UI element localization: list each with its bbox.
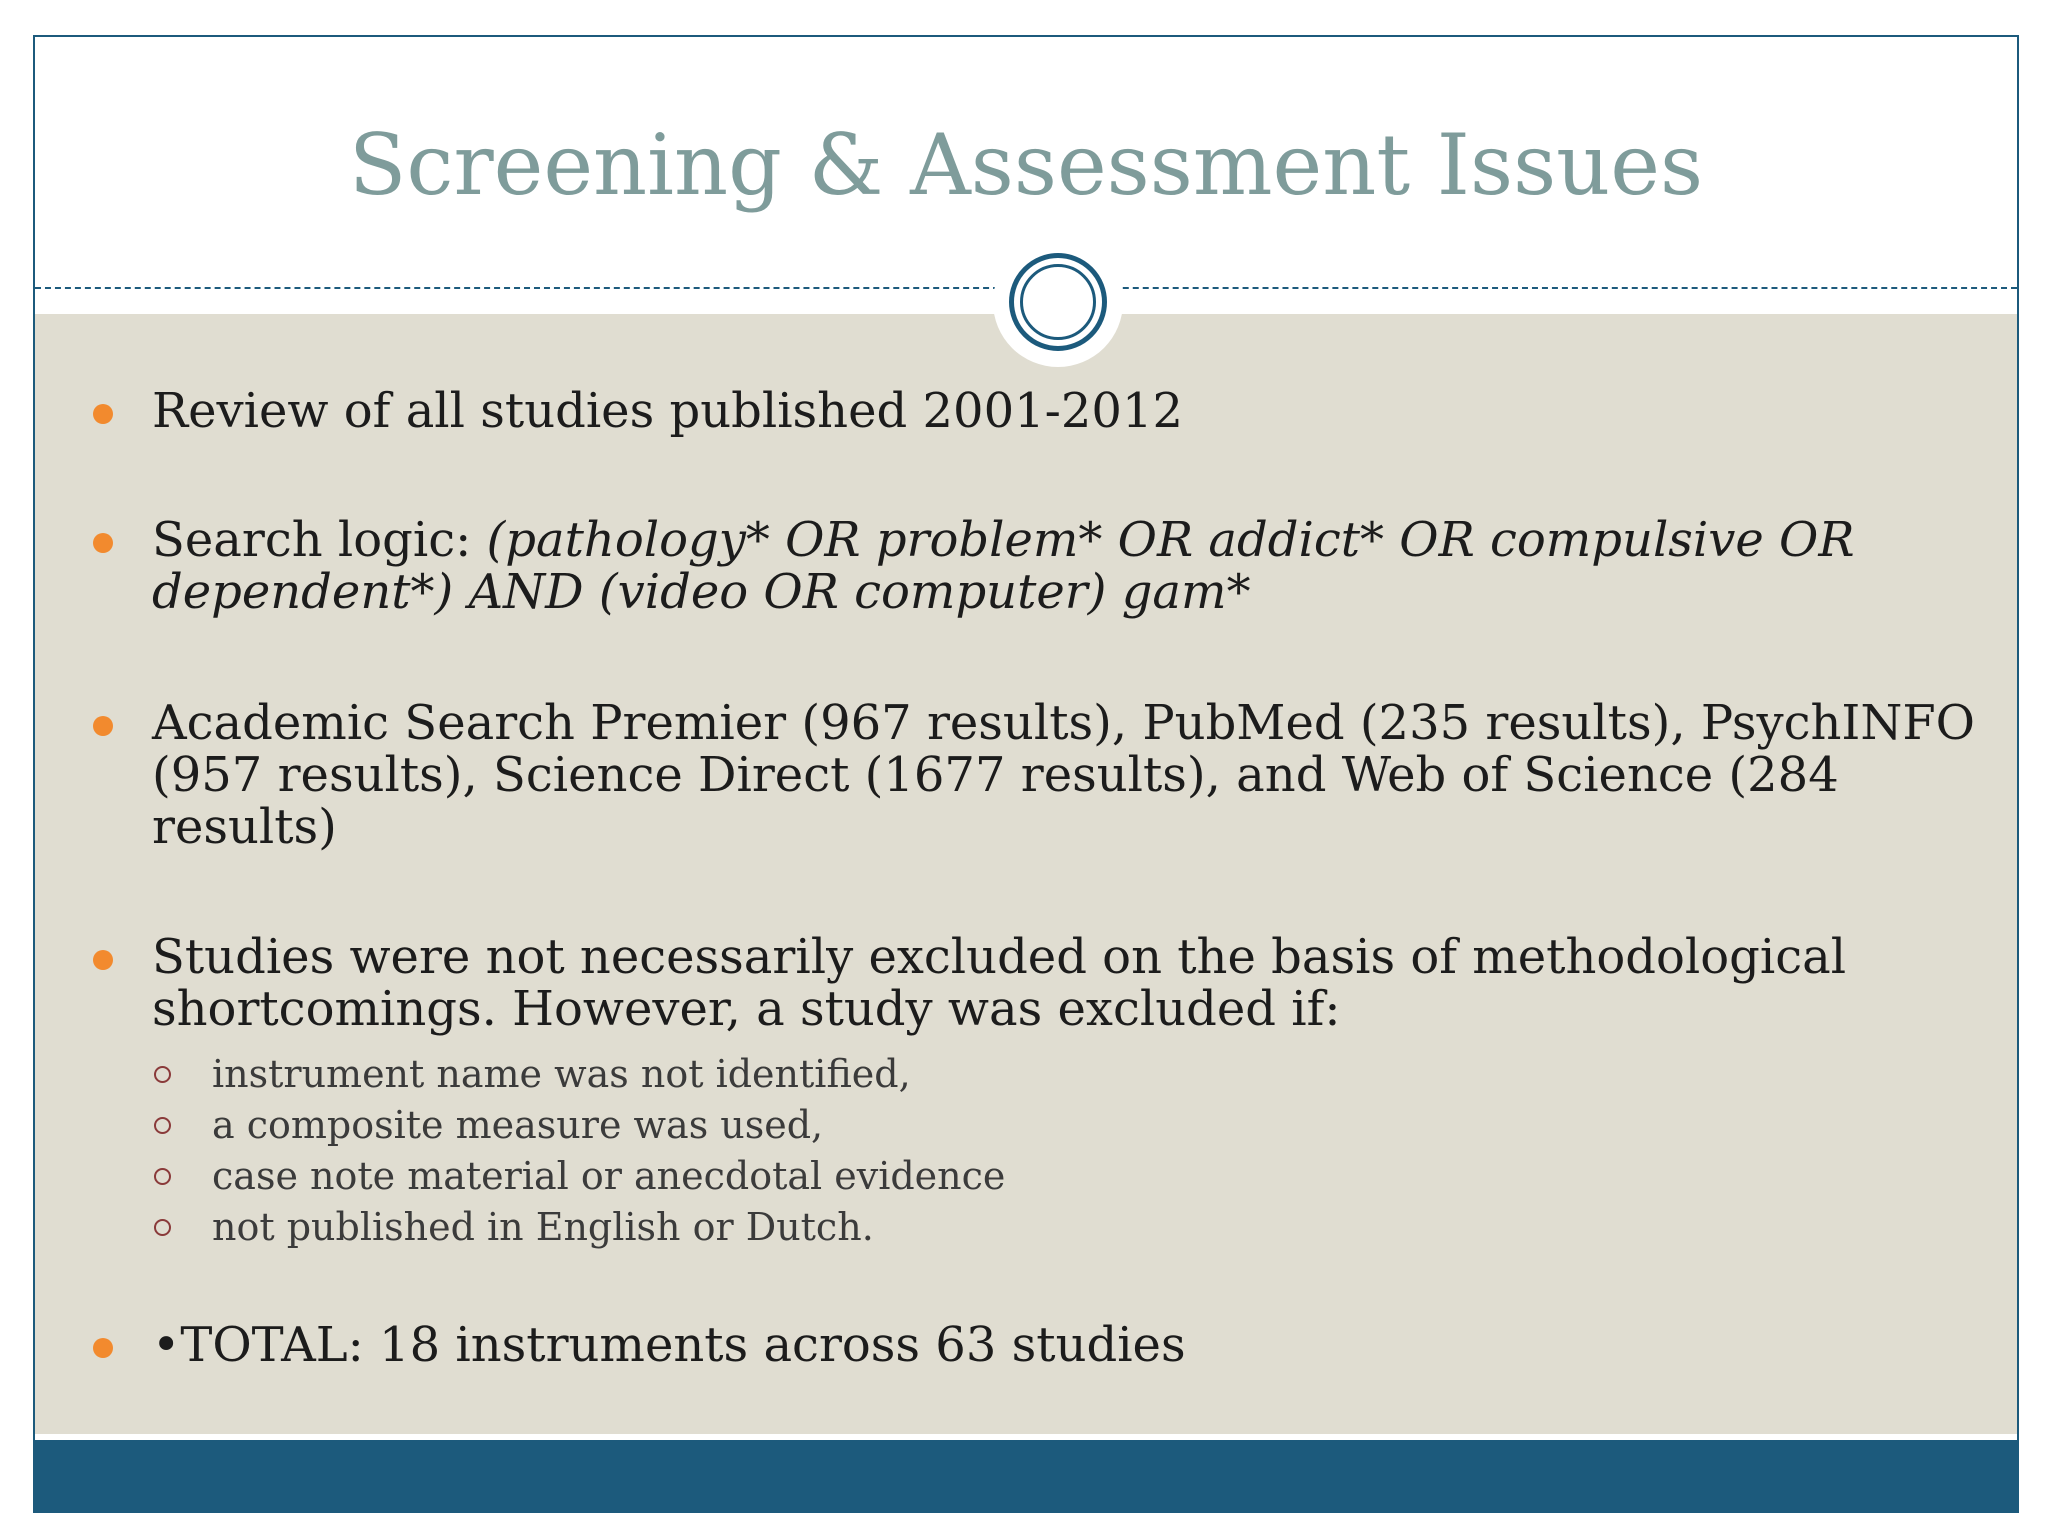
- bullet-dot-icon: [93, 716, 113, 736]
- slide-title: Screening & Assessment Issues: [348, 116, 1704, 214]
- circle-bullet-icon: [154, 1219, 171, 1236]
- search-logic-query: (pathology* OR problem* OR addict* OR compulsive OR dependent*) AND (video OR computer) gam*: [152, 512, 1855, 620]
- sub-item-text: case note material or anecdotal evidence: [212, 1154, 1006, 1198]
- sub-item-text: a composite measure was used,: [212, 1103, 824, 1147]
- bullet-text: Studies were not necessarily excluded on the basis of methodological shortcomings. However, a study was excluded if:: [152, 929, 1847, 1037]
- bullet-dot-icon: [93, 950, 113, 970]
- content-area: [35, 314, 2017, 1434]
- footer-bar: [35, 1440, 2017, 1511]
- slide: [33, 35, 2019, 1513]
- circle-bullet-icon: [154, 1066, 171, 1083]
- divider-circle-icon: [1009, 253, 1107, 351]
- bullet-dot-icon: [93, 404, 113, 424]
- bullet-dot-icon: [93, 1338, 113, 1358]
- bullet-text: Review of all studies published 2001-2012: [152, 383, 1184, 439]
- bullet-text: [152, 514, 1982, 618]
- sub-item-text: instrument name was not identified,: [212, 1052, 911, 1096]
- bullet-dot-icon: [93, 533, 113, 553]
- bullet-text: Academic Search Premier (967 results), PubMed (235 results), PsychINFO (957 results), Science Direct (1677 results), and Web of Science (284 results): [152, 695, 1976, 855]
- circle-bullet-icon: [154, 1168, 171, 1185]
- bullet-text: •TOTAL: 18 instruments across 63 studies: [152, 1317, 1186, 1373]
- sub-item-text: not published in English or Dutch.: [212, 1205, 874, 1249]
- search-logic-label: Search logic:: [152, 512, 487, 568]
- divider-inner-ring: [1020, 264, 1096, 340]
- circle-bullet-icon: [154, 1117, 171, 1134]
